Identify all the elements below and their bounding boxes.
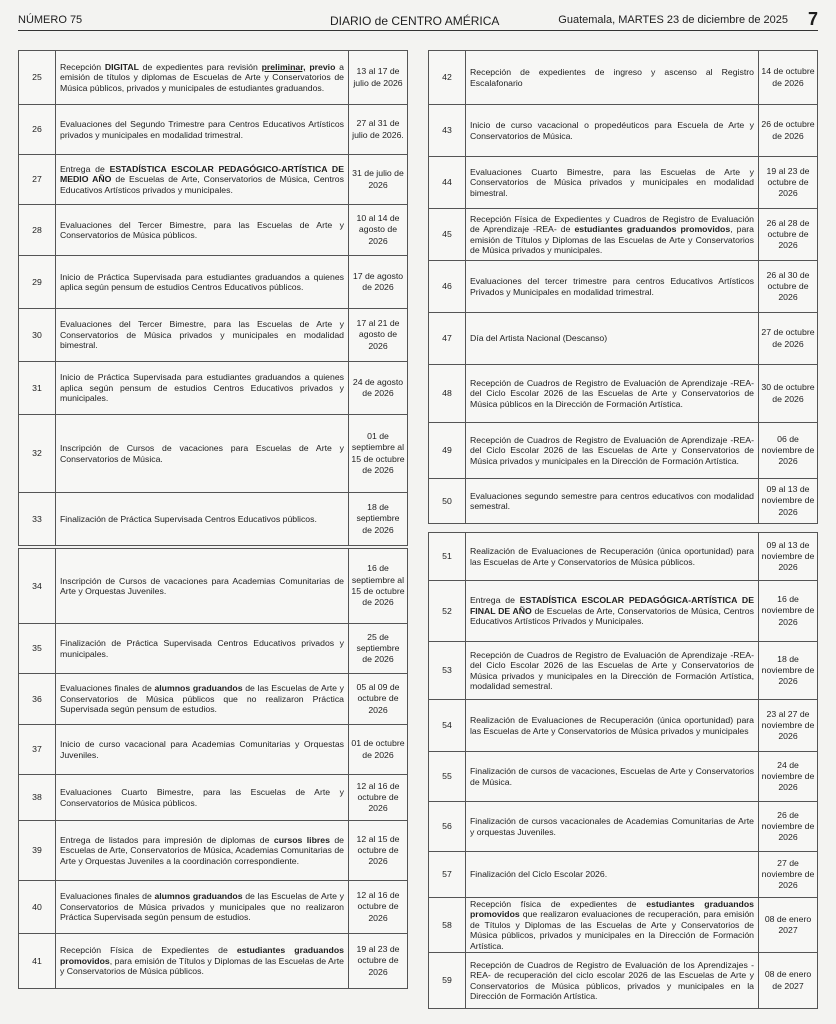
row-number: 41 — [19, 934, 56, 989]
table-row — [429, 953, 818, 1009]
activity-description — [56, 155, 349, 205]
text-segment: Recepción de expedientes de ingreso y ascenso al Registro Escalafonario — [470, 67, 754, 88]
row-number: 57 — [429, 852, 466, 898]
text-segment: Finalización de Práctica Supervisada Centros Educativos privados y municipales. — [60, 638, 344, 659]
activity-description — [466, 261, 759, 313]
table-row — [429, 209, 818, 261]
row-number: 31 — [19, 362, 56, 415]
activity-description — [466, 209, 759, 261]
activity-date: 26 de noviembre de 2026 — [759, 802, 818, 852]
text-segment: Evaluaciones Cuarto Bimestre, para las Escuelas de Arte y Conservatorios de Música privados y municipales en modalidad bimestral. — [470, 166, 754, 198]
activity-description — [56, 934, 349, 989]
activity-description — [466, 802, 759, 852]
activity-date: 13 al 17 de julio de 2026 — [349, 51, 408, 105]
calendar-table-left-top — [18, 50, 408, 546]
table-row — [429, 105, 818, 157]
row-number: 39 — [19, 821, 56, 881]
table-row — [429, 51, 818, 105]
activity-description — [56, 493, 349, 546]
text-segment: de Escuelas de Arte, Conservatorios de Música, Centros Educativos Artísticos privados y municipales. — [60, 174, 344, 195]
text-segment: Evaluaciones finales de — [60, 891, 155, 902]
text-segment: Evaluaciones Cuarto Bimestre, para las Escuelas de Arte y Conservatorios de Música públicos. — [60, 787, 344, 808]
row-number: 44 — [429, 157, 466, 209]
activity-date: 18 de noviembre de 2026 — [759, 642, 818, 700]
activity-description — [466, 533, 759, 581]
activity-description — [56, 105, 349, 155]
table-row — [19, 362, 408, 415]
row-number: 28 — [19, 205, 56, 256]
activity-description — [56, 881, 349, 934]
table-row — [429, 802, 818, 852]
activity-description — [56, 362, 349, 415]
activity-description — [466, 642, 759, 700]
activity-date: 14 de octubre de 2026 — [759, 51, 818, 105]
activity-date: 12 al 16 de octubre de 2026 — [349, 775, 408, 821]
text-segment: Evaluaciones finales de — [60, 683, 155, 694]
text-segment: Recepción de Cuadros de Registro de Evaluación de los Aprendizajes -REA- de recuperación del ciclo escolar 2026 de las Escuelas de Arte y Conservatorios de Música públicos, privados y municipales en la Dirección de Formación Artística. — [470, 959, 754, 1002]
table-row — [429, 313, 818, 365]
activity-date: 26 al 30 de octubre de 2026 — [759, 261, 818, 313]
row-number: 32 — [19, 415, 56, 493]
activity-date: 16 de septiembre al 15 de octubre de 2026 — [349, 549, 408, 624]
activity-description — [56, 725, 349, 775]
table-row — [429, 533, 818, 581]
table-row — [429, 898, 818, 953]
activity-date: 12 al 15 de octubre de 2026 — [349, 821, 408, 881]
table-row — [429, 157, 818, 209]
table-row — [429, 365, 818, 423]
row-number: 52 — [429, 581, 466, 642]
activity-date: 24 de agosto de 2026 — [349, 362, 408, 415]
row-number: 34 — [19, 549, 56, 624]
activity-description — [466, 365, 759, 423]
table-row — [19, 624, 408, 674]
text-segment: Evaluaciones segundo semestre para centros educativos con modalidad semestral. — [470, 490, 754, 511]
row-number: 29 — [19, 256, 56, 309]
text-segment: de Escuelas de Arte, Conservatorios de Música, Centros Educativos Artísticos Privados y Municipales. — [470, 605, 754, 627]
row-number: 51 — [429, 533, 466, 581]
row-number: 26 — [19, 105, 56, 155]
text-segment: Finalización de cursos vacacionales de Academias Comunitarias de Arte y orquestas Juveniles. — [470, 816, 754, 837]
text-segment: Realización de Evaluaciones de Recuperación (única oportunidad) para las Escuelas de Arte y Conservatorios de Música públicos. — [470, 546, 754, 567]
activity-date: 01 de septiembre al 15 de octubre de 2026 — [349, 415, 408, 493]
activity-description — [466, 423, 759, 479]
text-segment: de Escuelas de Arte, Conservatorios de Música, Academias Comunitarias de Arte y Orquestas Juveniles a la coordinación correspondiente. — [60, 834, 344, 866]
text-segment: de las Escuelas de Arte y Conservatorios de Música públicos que no realizaron Práctica Supervisada según pensum de estudios. — [60, 683, 344, 715]
table-row — [19, 493, 408, 546]
text-segment: Entrega de — [60, 163, 110, 174]
table-row — [19, 105, 408, 155]
text-segment: Evaluaciones del tercer trimestre para centros Educativos Artísticos Privados y Municipales en modalidad trimestral. — [470, 276, 754, 297]
calendar-table-right-top — [428, 50, 818, 524]
activity-date: 18 de septiembre de 2026 — [349, 493, 408, 546]
activity-date: 26 al 28 de octubre de 2026 — [759, 209, 818, 261]
text-segment: Recepción de Cuadros de Registro de Evaluación de Aprendizaje -REA- del Ciclo Escolar 2026 de las Escuelas de Arte y Conservatorios de Música privados y municipales en la Dirección de Formación Artística, modalidad semestral. — [470, 649, 754, 691]
row-number: 40 — [19, 881, 56, 934]
page-header — [18, 8, 818, 31]
text-segment: estudiantes graduandos promovidos — [470, 899, 754, 920]
activity-description — [56, 775, 349, 821]
text-segment: Inicio de curso vacacional o propedéuticos para Escuela de Arte y Conservatorios de Música. — [470, 120, 754, 141]
text-segment: de expedientes para revisión — [138, 61, 262, 72]
activity-description — [56, 624, 349, 674]
table-row — [19, 309, 408, 362]
text-segment: ESTADÍSTICA ESCOLAR PEDAGÓGICO-ARTÍSTICA DE MEDIO AÑO — [60, 163, 344, 185]
row-number: 58 — [429, 898, 466, 953]
table-row — [19, 775, 408, 821]
calendar-table-left-bottom — [18, 548, 408, 989]
activity-date: 17 al 21 de agosto de 2026 — [349, 309, 408, 362]
text-segment: Recepción Física de Expedientes y Cuadros de Registro de Evaluación de Aprendizaje -REA- de — [470, 213, 754, 235]
activity-date: 16 de noviembre de 2026 — [759, 581, 818, 642]
table-row — [429, 642, 818, 700]
table-row — [429, 423, 818, 479]
text-segment: Inscripción de Cursos de vacaciones para Escuelas de Arte y Conservatorios de Música. — [60, 443, 344, 464]
activity-description — [466, 752, 759, 802]
activity-date: 08 de enero 2027 — [759, 898, 818, 953]
text-segment: DIGITAL — [104, 61, 139, 72]
publication-date: Guatemala, MARTES 23 de diciembre de 2025 — [558, 14, 788, 26]
row-number: 27 — [19, 155, 56, 205]
row-number: 35 — [19, 624, 56, 674]
activity-description — [56, 549, 349, 624]
row-number: 30 — [19, 309, 56, 362]
table-row — [19, 51, 408, 105]
text-segment: Entrega de — [470, 595, 520, 606]
text-segment: Día del Artista Nacional (Descanso) — [470, 333, 608, 344]
row-number: 43 — [429, 105, 466, 157]
activity-description — [466, 700, 759, 752]
table-row — [429, 479, 818, 524]
text-segment: Finalización del Ciclo Escolar 2026. — [470, 869, 608, 880]
text-segment: de las Escuelas de Arte y Conservatorios de Música privados y municipales que no realizaron Práctica Supervisada según pensum de estudios. — [60, 891, 344, 923]
table-row — [19, 674, 408, 725]
table-row — [19, 205, 408, 256]
activity-description — [56, 205, 349, 256]
text-segment: , para emisión de Títulos y Diplomas de las Escuelas de Arte y Conservatorios de Música públicos. — [60, 955, 344, 977]
row-number: 46 — [429, 261, 466, 313]
table-row — [429, 852, 818, 898]
table-row — [19, 415, 408, 493]
text-segment: Recepción Física de Expedientes de — [60, 945, 237, 956]
row-number: 59 — [429, 953, 466, 1009]
activity-description — [56, 256, 349, 309]
table-row — [19, 821, 408, 881]
row-number: 25 — [19, 51, 56, 105]
text-segment: estudiantes graduandos promovidos — [574, 224, 731, 235]
issue-number: NÚMERO 75 — [18, 14, 83, 26]
text-segment: estudiantes graduandos promovidos — [60, 945, 344, 966]
table-row — [429, 700, 818, 752]
text-segment: Evaluaciones del Tercer Bimestre, para las Escuelas de Arte y Conservatorios de Música públicos. — [60, 219, 344, 240]
table-row — [429, 752, 818, 802]
activity-date: 12 al 16 de octubre de 2026 — [349, 881, 408, 934]
activity-date: 26 de octubre de 2026 — [759, 105, 818, 157]
activity-description — [466, 313, 759, 365]
text-segment: a emisión de títulos y diplomas de Escuelas de Arte y Conservatorios de Música públicos, privados y municipales de estudiantes graduandos. — [60, 61, 344, 93]
activity-date: 09 al 13 de noviembre de 2026 — [759, 533, 818, 581]
text-segment: Realización de Evaluaciones de Recuperación (única oportunidad) para las Escuelas de Arte y Conservatorios de Música privados y municipales — [470, 715, 754, 736]
activity-description — [56, 821, 349, 881]
text-segment: , para emisión de Títulos y Diplomas de las Escuelas de Arte y Conservatorios de Música privados y municipales. — [470, 224, 755, 255]
row-number: 36 — [19, 674, 56, 725]
text-segment: Recepción de Cuadros de Registro de Evaluación de Aprendizaje -REA- del Ciclo Escolar 2026 de las Escuelas de Arte y Conservatorios de Música públicos en la Dirección de Formación Artística. — [470, 377, 754, 409]
table-row — [19, 256, 408, 309]
text-segment: Evaluaciones del Tercer Bimestre, para las Escuelas de Arte y Conservatorios de Música privados y municipales en modalidad bimestral. — [60, 319, 344, 351]
row-number: 49 — [429, 423, 466, 479]
row-number: 42 — [429, 51, 466, 105]
text-segment: Entrega de listados para impresión de diplomas de — [60, 834, 274, 845]
activity-description — [466, 581, 759, 642]
row-number: 56 — [429, 802, 466, 852]
table-row — [429, 581, 818, 642]
page-number: 7 — [807, 9, 818, 29]
activity-date: 17 de agosto de 2026 — [349, 256, 408, 309]
activity-description — [466, 105, 759, 157]
activity-date: 27 de noviembre de 2026 — [759, 852, 818, 898]
text-segment: preliminar, — [261, 61, 306, 72]
row-number: 50 — [429, 479, 466, 524]
text-segment: Inicio de Práctica Supervisada para estudiantes graduandos a quienes aplica según pensum de estudios Centros Educativos privados y municipales. — [60, 372, 344, 404]
activity-date: 10 al 14 de agosto de 2026 — [349, 205, 408, 256]
table-row — [19, 549, 408, 624]
text-segment: Finalización de Práctica Supervisada Centros Educativos públicos. — [60, 513, 317, 524]
row-number: 47 — [429, 313, 466, 365]
activity-date: 30 de octubre de 2026 — [759, 365, 818, 423]
text-segment: alumnos graduandos — [154, 683, 243, 694]
activity-date: 06 de noviembre de 2026 — [759, 423, 818, 479]
row-number: 37 — [19, 725, 56, 775]
activity-description — [466, 157, 759, 209]
table-row — [19, 725, 408, 775]
activity-description — [466, 953, 759, 1009]
activity-description — [466, 898, 759, 953]
activity-description — [466, 51, 759, 105]
activity-date: 27 al 31 de julio de 2026. — [349, 105, 408, 155]
row-number: 48 — [429, 365, 466, 423]
bold-underline-wrap — [262, 62, 306, 72]
activity-description — [56, 309, 349, 362]
text-segment: Inicio de curso vacacional para Academias Comunitarias y Orquestas Juveniles. — [60, 739, 344, 760]
row-number: 45 — [429, 209, 466, 261]
row-number: 55 — [429, 752, 466, 802]
activity-description — [56, 51, 349, 105]
activity-date: 08 de enero de 2027 — [759, 953, 818, 1009]
row-number: 38 — [19, 775, 56, 821]
activity-date: 31 de julio de 2026 — [349, 155, 408, 205]
text-segment: Recepción de Cuadros de Registro de Evaluación de Aprendizaje -REA- del Ciclo Escolar 2026 de las Escuelas de Arte y Conservatorios de Música privados y municipales en la Dirección de Formación Artística. — [470, 434, 754, 466]
row-number: 54 — [429, 700, 466, 752]
text-segment: que realizaron evaluaciones de recuperación, para emisión de Títulos y Diplomas de las Escuelas de Arte y Conservatorios de Música públicos, privados y municipales en la Dirección de Formación Artística. — [470, 909, 754, 951]
text-segment: Finalización de cursos de vacaciones, Escuelas de Arte y Conservatorios de Música. — [470, 766, 754, 787]
activity-date: 19 al 23 de octubre de 2026 — [349, 934, 408, 989]
activity-date: 09 al 13 de noviembre de 2026 — [759, 479, 818, 524]
activity-description — [466, 852, 759, 898]
table-row — [19, 934, 408, 989]
table-row — [19, 155, 408, 205]
newspaper-title: DIARIO de CENTRO AMÉRICA — [330, 14, 500, 28]
text-segment: Evaluaciones del Segundo Trimestre para Centros Educativos Artísticos privados y municipales en modalidad trimestral. — [60, 119, 344, 140]
activity-date: 25 de septiembre de 2026 — [349, 624, 408, 674]
activity-description — [466, 479, 759, 524]
text-segment: Inscripción de Cursos de vacaciones para Academias Comunitarias de Arte y Orquestas Juveniles. — [60, 575, 344, 596]
activity-description — [56, 674, 349, 725]
table-row — [19, 881, 408, 934]
activity-date: 23 al 27 de noviembre de 2026 — [759, 700, 818, 752]
text-segment: Inicio de Práctica Supervisada para estudiantes graduandos a quienes aplica según pensum de estudios Centros Educativos públicos. — [60, 271, 344, 292]
activity-date: 19 al 23 de octubre de 2026 — [759, 157, 818, 209]
activity-date: 24 de noviembre de 2026 — [759, 752, 818, 802]
text-segment: Recepción — [60, 61, 105, 72]
activity-date: 05 al 09 de octubre de 2026 — [349, 674, 408, 725]
activity-description — [56, 415, 349, 493]
text-segment: alumnos graduandos — [154, 891, 243, 902]
text-segment: ESTADÍSTICA ESCOLAR PEDAGÓGICA-ARTÍSTICA DE FINAL DE AÑO — [470, 595, 754, 616]
calendar-table-right-bottom — [428, 532, 818, 1009]
row-number: 33 — [19, 493, 56, 546]
row-number: 53 — [429, 642, 466, 700]
text-segment: cursos libres — [273, 834, 330, 845]
activity-date: 01 de octubre de 2026 — [349, 725, 408, 775]
text-segment: Recepción física de expedientes de — [470, 899, 647, 909]
text-segment: previo — [309, 61, 336, 72]
table-row — [429, 261, 818, 313]
activity-date: 27 de octubre de 2026 — [759, 313, 818, 365]
